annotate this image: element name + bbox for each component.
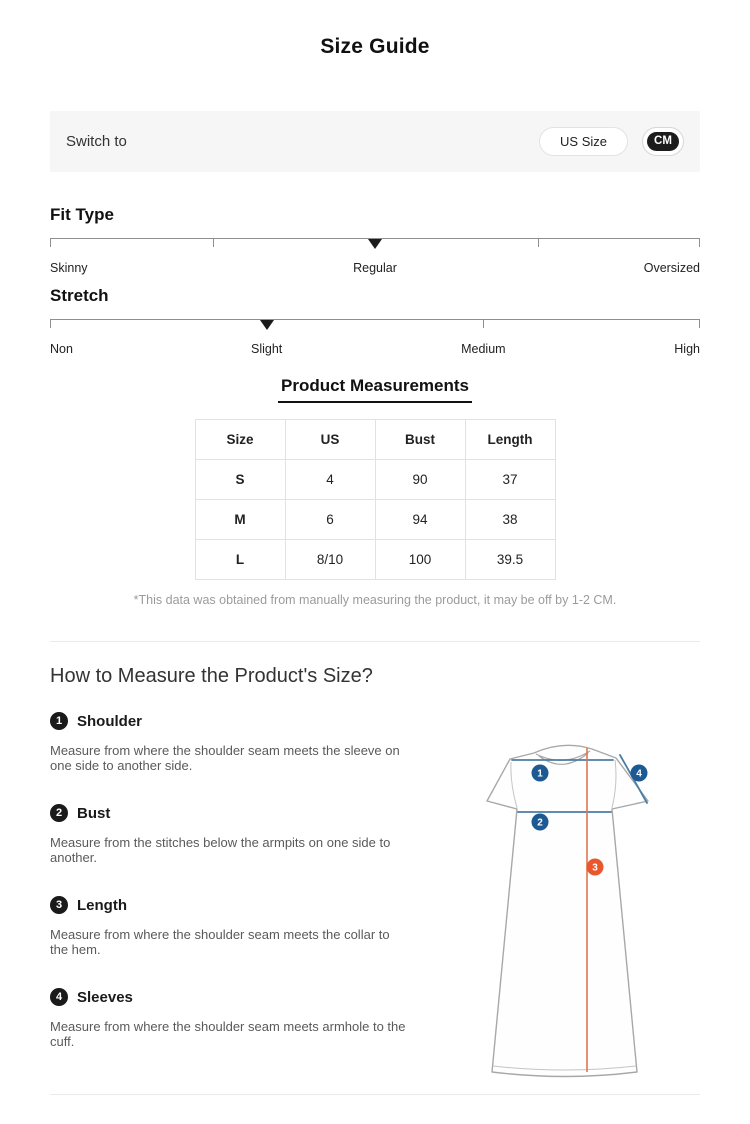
switch-to-label: Switch to xyxy=(66,133,127,150)
number-3-icon: 3 xyxy=(50,896,68,914)
stretch-scale xyxy=(50,319,700,357)
bust-cell: 94 xyxy=(375,500,465,540)
scale-tick xyxy=(483,320,484,328)
number-4-icon: 4 xyxy=(50,988,68,1006)
fit-type-heading: Fit Type xyxy=(50,205,114,224)
us-cell: 8/10 xyxy=(285,540,375,580)
bust-cell: 100 xyxy=(375,540,465,580)
how-to-measure-section xyxy=(50,665,700,1049)
table-row xyxy=(195,500,555,540)
stretch-label-high: High xyxy=(674,342,700,356)
switch-controls xyxy=(539,127,684,156)
dress-outline xyxy=(487,745,648,1076)
size-cell: S xyxy=(195,460,285,500)
dress-measurement-diagram xyxy=(460,711,710,1091)
unit-toggle[interactable] xyxy=(642,127,684,156)
measurements-title: Product Measurements xyxy=(278,376,472,403)
fit-type-label-regular: Regular xyxy=(353,261,397,275)
diagram-badge-2-number: 2 xyxy=(537,817,543,829)
table-row xyxy=(195,460,555,500)
measure-item-label: Length xyxy=(77,896,127,914)
measure-item-shoulder xyxy=(50,712,442,773)
measurements-table xyxy=(195,419,556,580)
unit-toggle-knob: CM xyxy=(647,132,679,152)
scale-tick xyxy=(538,239,539,247)
fit-type-label-oversized: Oversized xyxy=(643,261,700,275)
stretch-marker-icon xyxy=(260,320,274,330)
how-to-measure-title: How to Measure the Product's Size? xyxy=(50,665,373,687)
number-1-icon: 1 xyxy=(50,712,68,730)
scale-tick xyxy=(213,239,214,247)
length-cell: 37 xyxy=(465,460,555,500)
table-row xyxy=(195,540,555,580)
size-cell: M xyxy=(195,500,285,540)
stretch-label-slight: Slight xyxy=(251,342,283,356)
measure-item-description: Measure from the stitches below the armpits on one side to another. xyxy=(50,835,391,865)
measure-item-label: Bust xyxy=(77,804,111,822)
measure-item-description: Measure from where the shoulder seam meets the collar to the hem. xyxy=(50,927,390,957)
size-cell: L xyxy=(195,540,285,580)
measure-item-label: Sleeves xyxy=(77,988,133,1006)
column-header: Size xyxy=(195,420,285,460)
length-cell: 39.5 xyxy=(465,540,555,580)
us-cell: 6 xyxy=(285,500,375,540)
stretch-label-medium: Medium xyxy=(461,342,506,356)
measure-item-label: Shoulder xyxy=(77,712,143,730)
stretch-labels xyxy=(50,342,700,357)
diagram-badge-1-number: 1 xyxy=(537,768,543,780)
scale-tick xyxy=(699,320,700,328)
measure-item-description: Measure from where the shoulder seam meets armhole to the cuff. xyxy=(50,1019,406,1049)
table-header-row xyxy=(195,420,555,460)
switch-bar xyxy=(50,111,700,172)
measure-item-bust xyxy=(50,804,442,865)
measure-item-length xyxy=(50,896,442,957)
bust-cell: 90 xyxy=(375,460,465,500)
stretch-label-non: Non xyxy=(50,342,73,356)
us-cell: 4 xyxy=(285,460,375,500)
fit-type-marker-icon xyxy=(368,239,382,249)
column-header: Length xyxy=(465,420,555,460)
scale-tick xyxy=(50,320,51,328)
diagram-badge-4-number: 4 xyxy=(636,768,642,780)
diagram-badge-3-number: 3 xyxy=(592,862,598,874)
fit-type-track xyxy=(50,238,700,248)
stretch-track xyxy=(50,319,700,329)
measure-item-description: Measure from where the shoulder seam meets the sleeve on one side to another side. xyxy=(50,743,400,773)
section-divider xyxy=(50,641,700,642)
length-cell: 38 xyxy=(465,500,555,540)
column-header: US xyxy=(285,420,375,460)
page-title: Size Guide xyxy=(320,35,430,58)
size-standard-button[interactable]: US Size xyxy=(539,127,628,156)
number-2-icon: 2 xyxy=(50,804,68,822)
fit-type-scale xyxy=(50,238,700,276)
scale-tick xyxy=(699,239,700,247)
fit-type-labels xyxy=(50,261,700,276)
measure-item-sleeves xyxy=(50,988,442,1049)
column-header: Bust xyxy=(375,420,465,460)
bottom-divider xyxy=(50,1094,700,1095)
fit-type-label-skinny: Skinny xyxy=(50,261,88,275)
stretch-heading: Stretch xyxy=(50,286,109,305)
scale-tick xyxy=(50,239,51,247)
measurement-footnote: *This data was obtained from manually measuring the product, it may be off by 1-2 CM. xyxy=(133,593,617,607)
